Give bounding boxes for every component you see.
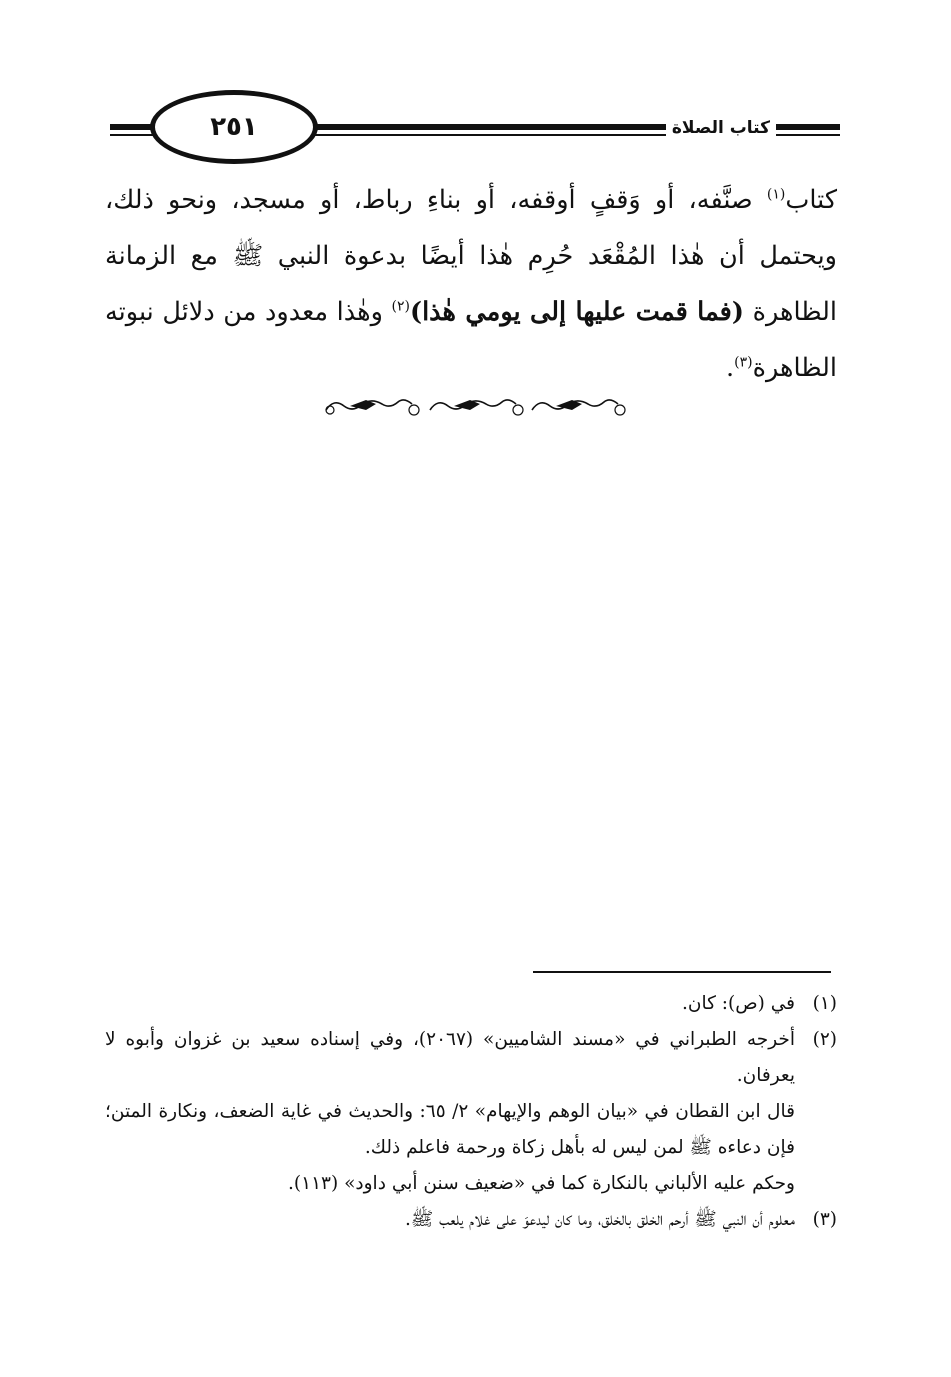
- footnote-ref-3[interactable]: (٣): [734, 354, 753, 371]
- footnote-body: [105, 986, 795, 1022]
- hadith-quote: (فما قمت عليها إلى يومي هٰذا): [410, 297, 744, 327]
- page-header: [110, 88, 840, 168]
- footnote-paragraph: معلوم أن النبي ﷺ أرحم الخلق بالخلق، وما كان ليدعوَ على غلام يلعب ﷺ.: [405, 1209, 795, 1230]
- page-number-badge: [150, 90, 318, 164]
- page-number: ٢٥١: [210, 112, 258, 142]
- running-title: كتاب الصلاة: [666, 118, 776, 138]
- footnote-body: [105, 1022, 795, 1202]
- text-segment: وهٰذا معدود من دلائل نبوته الظاهرة: [105, 297, 837, 383]
- footnote-ref-1[interactable]: (١): [766, 186, 786, 203]
- footnote-paragraph: وحكم عليه الألباني بالنكارة كما في «ضعيف سنن أبي داود» (١١٣).: [288, 1173, 795, 1194]
- footnote-number: (٢): [812, 1029, 837, 1050]
- text-segment: صنَّفه، أو وَقفٍ أوقفه، أو بناءِ رباط، أو مسجد، ونحو ذلك، ويحتمل أن هٰذا المُقْعَد حُرِم هٰذا أيضًا بدعوة النبي ﷺ مع الزمانة الظاهرة: [105, 185, 838, 327]
- footnote-separator: [533, 971, 831, 973]
- section-ornament-icon: [320, 388, 630, 424]
- footnote-number: (٣): [812, 1209, 837, 1230]
- footnote-paragraph: قال ابن القطان في «بيان الوهم والإيهام» ٢/ ٦٥: والحديث في غاية الضعف، ونكارة المتن؛ فإن دعاءه ﷺ لمن ليس له بأهل زكاة ورحمة فاعلم ذلك.: [105, 1101, 795, 1158]
- footnote-number: (١): [812, 993, 837, 1014]
- footnote-body: [105, 1202, 795, 1238]
- footnote-3: [105, 1202, 837, 1238]
- text-end: .: [726, 353, 735, 383]
- footnote-paragraph: أخرجه الطبراني في «مسند الشاميين» (٢٠٦٧)، وفي إسناده سعيد بن غزوان وأبوه لا يعرفان.: [105, 1029, 796, 1086]
- footnote-ref-2[interactable]: (٢): [391, 298, 411, 315]
- footnote-1: [105, 986, 837, 1022]
- footnotes: [105, 986, 837, 1238]
- footnote-paragraph: في (ص): كان.: [682, 993, 795, 1014]
- footnote-2: [105, 1022, 837, 1202]
- text-segment: كتاب: [785, 185, 837, 215]
- main-text: [105, 172, 837, 396]
